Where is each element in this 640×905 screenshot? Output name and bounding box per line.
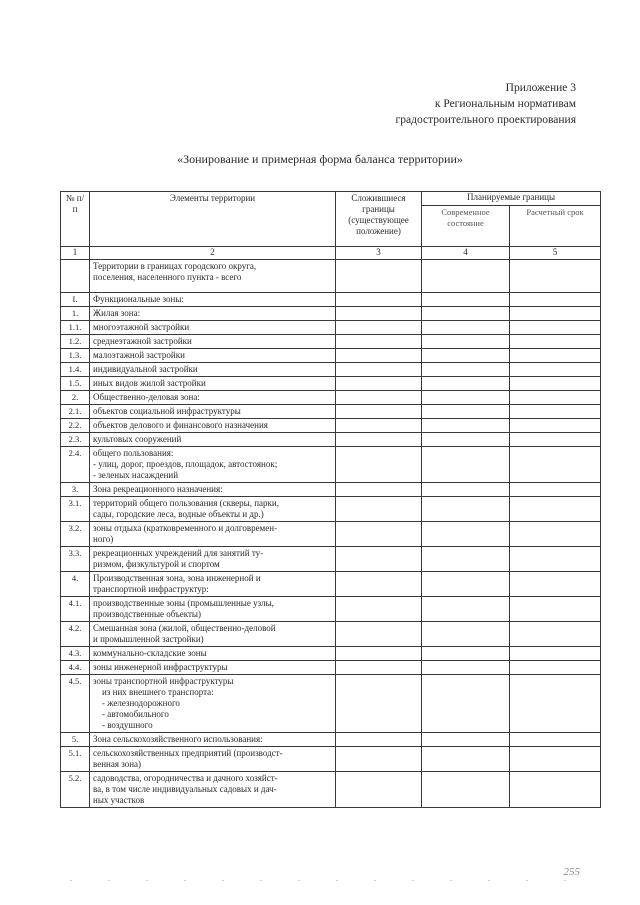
row-element-line: иных видов жилой застройки — [93, 378, 206, 388]
row-value-current — [422, 483, 510, 497]
row-element — [90, 547, 336, 572]
row-value-existing — [336, 363, 422, 377]
row-value-current — [422, 661, 510, 675]
row-value-existing — [336, 483, 422, 497]
row-element — [90, 772, 336, 808]
row-number: 3.2. — [61, 522, 90, 547]
row-value-existing — [336, 733, 422, 747]
table-row — [61, 447, 601, 483]
row-number: 2.1. — [61, 405, 90, 419]
row-value-current — [422, 419, 510, 433]
table-row — [61, 597, 601, 622]
row-element-line: сельскохозяйственных предприятий (производст- — [93, 748, 283, 758]
table-row — [61, 675, 601, 733]
header-estimated: Расчетный срок — [510, 205, 601, 246]
row-value-current — [422, 321, 510, 335]
row-element-line: культовых сооружений — [93, 434, 182, 444]
row-value-estimated — [510, 622, 601, 647]
appendix-line-3: градостроительного проектирования — [395, 114, 576, 126]
table-row — [61, 522, 601, 547]
row-element — [90, 419, 336, 433]
table-row — [61, 483, 601, 497]
row-value-estimated — [510, 321, 601, 335]
row-value-existing — [336, 497, 422, 522]
row-element-line: многоэтажной застройки — [93, 322, 190, 332]
row-value-existing — [336, 572, 422, 597]
row-value-current — [422, 622, 510, 647]
row-element — [90, 377, 336, 391]
row-value-current — [422, 497, 510, 522]
row-value-current — [422, 391, 510, 405]
row-value-existing — [336, 661, 422, 675]
table-row — [61, 661, 601, 675]
row-element-line: - воздушного — [93, 720, 153, 730]
row-element — [90, 522, 336, 547]
row-value-estimated — [510, 647, 601, 661]
header-number: № п/п — [61, 192, 90, 247]
row-number: 4. — [61, 572, 90, 597]
row-number: 4.3. — [61, 647, 90, 661]
scan-artifact — [70, 880, 590, 881]
row-value-existing — [336, 349, 422, 363]
row-element-line: коммунально-складские зоны — [93, 648, 207, 658]
row-element — [90, 675, 336, 733]
row-element-line: Смешанная зона (жилой, общественно-деловой — [93, 623, 276, 633]
row-value-current — [422, 772, 510, 808]
appendix-line-1: Приложение 3 — [505, 82, 576, 94]
row-value-current — [422, 335, 510, 349]
table-row — [61, 572, 601, 597]
row-element-line: транспортной инфраструктур: — [93, 584, 209, 594]
row-value-estimated — [510, 260, 601, 293]
row-value-current — [422, 293, 510, 307]
row-element-line: индивидуальной застройки — [93, 364, 198, 374]
row-value-current — [422, 363, 510, 377]
row-value-existing — [336, 433, 422, 447]
row-number: 2.2. — [61, 419, 90, 433]
row-element-line: Зона рекреационного назначения: — [93, 484, 223, 494]
appendix-heading — [396, 80, 576, 128]
row-number: 1.3. — [61, 349, 90, 363]
table-row — [61, 391, 601, 405]
row-element — [90, 661, 336, 675]
row-element — [90, 349, 336, 363]
column-number-1: 1 — [61, 247, 90, 260]
row-element-line: Территории в границах городского округа, — [93, 261, 257, 271]
row-value-current — [422, 572, 510, 597]
row-value-estimated — [510, 522, 601, 547]
table-row — [61, 497, 601, 522]
row-element-line: производственные объекты) — [93, 609, 201, 619]
table-row — [61, 335, 601, 349]
column-number-5: 5 — [510, 247, 601, 260]
territory-balance-table — [60, 191, 601, 808]
row-value-existing — [336, 293, 422, 307]
header-current: Современное состояние — [422, 205, 510, 246]
row-element — [90, 335, 336, 349]
row-value-existing — [336, 597, 422, 622]
row-value-existing — [336, 522, 422, 547]
row-number: 1. — [61, 307, 90, 321]
row-number: 1.4. — [61, 363, 90, 377]
row-element-line: территорий общего пользования (скверы, парки, — [93, 498, 279, 508]
header-elements: Элементы территории — [90, 192, 336, 247]
header-planned: Планируемые границы — [422, 192, 601, 206]
row-element — [90, 497, 336, 522]
row-value-estimated — [510, 483, 601, 497]
row-value-current — [422, 405, 510, 419]
table-body — [61, 260, 601, 808]
row-value-existing — [336, 321, 422, 335]
row-number: 3.1. — [61, 497, 90, 522]
row-value-estimated — [510, 747, 601, 772]
table-row — [61, 622, 601, 647]
row-value-estimated — [510, 675, 601, 733]
row-element-line: общего пользования: — [93, 448, 174, 458]
row-value-estimated — [510, 572, 601, 597]
row-number: 4.2. — [61, 622, 90, 647]
row-value-estimated — [510, 293, 601, 307]
row-element — [90, 622, 336, 647]
table-row — [61, 772, 601, 808]
row-number: 1.1. — [61, 321, 90, 335]
row-value-existing — [336, 647, 422, 661]
row-element-line: сады, городские леса, водные объекты и др.) — [93, 509, 264, 519]
row-element-line: Функциональные зоны: — [93, 294, 184, 304]
row-value-current — [422, 349, 510, 363]
row-element-line: зоны транспортной инфраструктуры — [93, 676, 234, 686]
row-value-existing — [336, 307, 422, 321]
row-value-existing — [336, 405, 422, 419]
row-element-line: малоэтажной застройки — [93, 350, 185, 360]
row-value-existing — [336, 419, 422, 433]
row-value-estimated — [510, 772, 601, 808]
table-row — [61, 293, 601, 307]
column-number-2: 2 — [90, 247, 336, 260]
row-value-estimated — [510, 335, 601, 349]
row-number: 1.2. — [61, 335, 90, 349]
row-value-existing — [336, 547, 422, 572]
page-number: 255 — [563, 866, 580, 878]
row-value-current — [422, 522, 510, 547]
row-value-existing — [336, 447, 422, 483]
row-element — [90, 391, 336, 405]
row-value-current — [422, 377, 510, 391]
row-element-line: объектов делового и финансового назначения — [93, 420, 268, 430]
row-value-existing — [336, 391, 422, 405]
row-number: 3.3. — [61, 547, 90, 572]
table-row — [61, 419, 601, 433]
row-element — [90, 293, 336, 307]
table-row — [61, 307, 601, 321]
row-value-current — [422, 260, 510, 293]
row-element-line: - улиц, дорог, проездов, площадок, автостоянок; — [93, 459, 278, 469]
document-title: «Зонирование и примерная форма баланса территории» — [177, 152, 463, 166]
row-value-estimated — [510, 391, 601, 405]
row-element-line: венная зона) — [93, 759, 142, 769]
row-element — [90, 572, 336, 597]
row-number: 4.5. — [61, 675, 90, 733]
row-element-line: - автомобильного — [93, 709, 169, 719]
row-element-line: Зона сельскохозяйственного использования: — [93, 734, 263, 744]
row-element-line: и промышленной застройки) — [93, 634, 204, 644]
table-row — [61, 363, 601, 377]
row-value-current — [422, 647, 510, 661]
row-value-current — [422, 307, 510, 321]
row-element-line: производственные зоны (промышленные узлы, — [93, 598, 274, 608]
row-element-line: объектов социальной инфраструктуры — [93, 406, 241, 416]
column-number-4: 4 — [422, 247, 510, 260]
table-row — [61, 260, 601, 293]
row-number: 5.1. — [61, 747, 90, 772]
row-value-current — [422, 675, 510, 733]
row-element — [90, 433, 336, 447]
row-element — [90, 363, 336, 377]
row-value-existing — [336, 675, 422, 733]
row-element-line: ризмом, физкультурой и спортом — [93, 559, 220, 569]
row-value-current — [422, 547, 510, 572]
row-element — [90, 321, 336, 335]
row-number — [61, 260, 90, 293]
row-value-current — [422, 747, 510, 772]
row-element-line: ных участков — [93, 795, 145, 805]
table-row — [61, 405, 601, 419]
header-existing: Сложившиеся границы (существующее положение) — [336, 192, 422, 247]
table-row — [61, 433, 601, 447]
row-value-estimated — [510, 349, 601, 363]
row-value-estimated — [510, 447, 601, 483]
row-element — [90, 307, 336, 321]
row-number: 2. — [61, 391, 90, 405]
row-value-existing — [336, 622, 422, 647]
row-element — [90, 405, 336, 419]
row-value-estimated — [510, 363, 601, 377]
row-value-existing — [336, 377, 422, 391]
row-element-line: среднеэтажной застройки — [93, 336, 192, 346]
row-value-existing — [336, 260, 422, 293]
row-value-current — [422, 733, 510, 747]
row-element-line: Общественно-деловая зона: — [93, 392, 200, 402]
row-value-existing — [336, 772, 422, 808]
row-element-line: рекреационных учреждений для занятий ту- — [93, 548, 264, 558]
table-row — [61, 349, 601, 363]
row-element-line: садоводства, огородничества и дачного хозяйст- — [93, 773, 278, 783]
table-row — [61, 647, 601, 661]
row-value-existing — [336, 335, 422, 349]
row-value-current — [422, 597, 510, 622]
row-number: 2.4. — [61, 447, 90, 483]
row-element — [90, 747, 336, 772]
row-number: 3. — [61, 483, 90, 497]
row-element-line: Производственная зона, зона инженерной и — [93, 573, 261, 583]
row-element — [90, 483, 336, 497]
row-element-line: зоны отдыха (кратковременного и долговремен- — [93, 523, 278, 533]
table-row — [61, 377, 601, 391]
row-value-existing — [336, 747, 422, 772]
row-element-line: из них внешнего транспорта: — [93, 687, 214, 697]
row-number: 4.4. — [61, 661, 90, 675]
row-number: 1.5. — [61, 377, 90, 391]
row-element — [90, 647, 336, 661]
row-number: 4.1. — [61, 597, 90, 622]
row-value-estimated — [510, 405, 601, 419]
row-value-estimated — [510, 433, 601, 447]
row-element-line: - зеленых насаждений — [93, 470, 179, 480]
row-element-line: - железнодорожного — [93, 698, 180, 708]
row-number: 5.2. — [61, 772, 90, 808]
row-value-estimated — [510, 497, 601, 522]
row-value-estimated — [510, 733, 601, 747]
row-element-line: Жилая зона: — [93, 308, 141, 318]
column-number-3: 3 — [336, 247, 422, 260]
row-number: 5. — [61, 733, 90, 747]
row-value-current — [422, 433, 510, 447]
table-row — [61, 733, 601, 747]
row-value-estimated — [510, 547, 601, 572]
row-value-estimated — [510, 419, 601, 433]
table-row — [61, 547, 601, 572]
row-number: 2.3. — [61, 433, 90, 447]
row-element-line: поселения, населенного пункта - всего — [93, 272, 242, 282]
row-number: I. — [61, 293, 90, 307]
row-element — [90, 733, 336, 747]
row-element — [90, 260, 336, 293]
row-value-estimated — [510, 661, 601, 675]
table-row — [61, 321, 601, 335]
row-element-line: ва, в том числе индивидуальных садовых и дач- — [93, 784, 277, 794]
row-element-line: зоны инженерной инфраструктуры — [93, 662, 228, 672]
row-value-estimated — [510, 307, 601, 321]
appendix-line-2: к Региональным нормативам — [434, 98, 576, 110]
row-element-line: ного) — [93, 534, 114, 544]
row-value-estimated — [510, 377, 601, 391]
row-value-current — [422, 447, 510, 483]
row-element — [90, 597, 336, 622]
row-element — [90, 447, 336, 483]
row-value-estimated — [510, 597, 601, 622]
table-row — [61, 747, 601, 772]
